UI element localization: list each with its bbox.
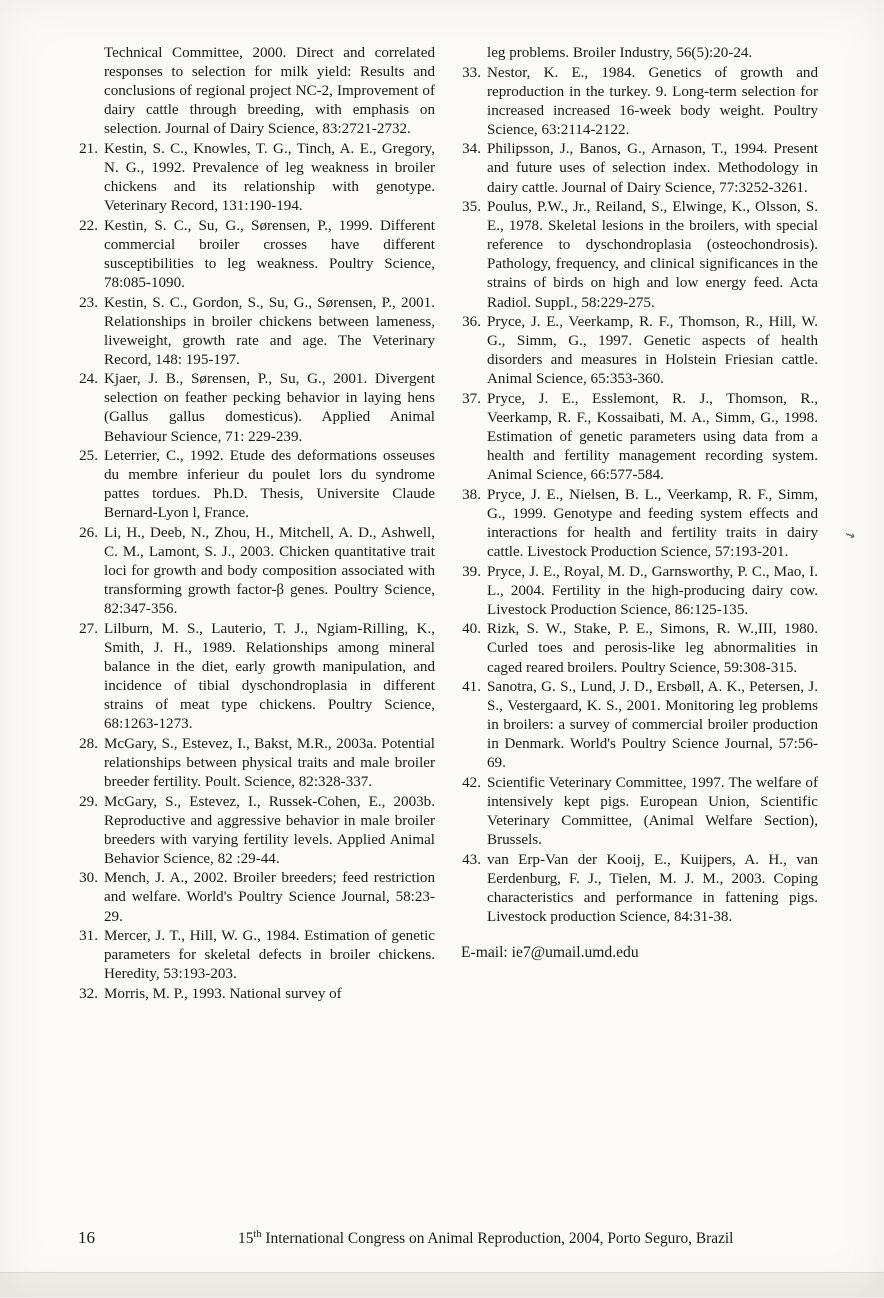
reference-entry [78,869,435,926]
reference-number: 21. [79,140,98,157]
reference-text: Sanotra, G. S., Lund, J. D., Ersbøll, A. K., Petersen, J. S., Vestergaard, K. S., 2001. Monitoring leg problems in broilers: a survey of commercial broiler production in Denmark. World's Poultry Science Journal, 57:56-69. [487,679,818,772]
reference-number: 30. [79,870,98,887]
reference-text: Mercer, J. T., Hill, W. G., 1984. Estimation of genetic parameters for skeletal defects in broiler chickens. Heredity, 53:193-203. [104,928,435,983]
reference-text: Pryce, J. E., Nielsen, B. L., Veerkamp, R. F., Simm, G., 1999. Genotype and feeding system effects and interactions for health and fertility traits in dairy cattle. Livestock Production Science, 57:193-201. [487,486,818,561]
reference-number: 33. [462,64,481,81]
reference-text: Leterrier, C., 1992. Etude des deformations osseuses du membre inferieur du poulet lors du syndrome pattes tordues. Ph.D. Thesis, Universite Claude Bernard-Lyon l, France. [104,448,435,522]
reference-text: Pryce, J. E., Royal, M. D., Garnsworthy, P. C., Mao, I. L., 2004. Fertility in the high-producing dairy cow. Livestock Production Science, 86:125-135. [487,563,818,618]
continued-reference-right: leg problems. Broiler Industry, 56(5):20-24. [487,45,753,61]
footer-text-after: International Congress on Animal Reproduction, 2004, Porto Seguro, Brazil [261,1230,734,1247]
footer-ordinal-suffix: th [253,1228,262,1240]
reference-entry [78,217,435,293]
reference-entry [78,985,435,1004]
reference-number: 28. [79,735,98,752]
reference-number: 38. [462,486,481,503]
reference-number: 34. [462,141,481,158]
reference-number: 24. [79,371,98,388]
reference-number: 32. [79,985,98,1002]
reference-text: Pryce, J. E., Veerkamp, R. F., Thomson, R., Hill, W. G., Simm, G., 1997. Genetic aspects of health disorders and measures in Holstein Friesian cattle. Animal Science, 65:353-360. [487,314,818,388]
reference-number: 36. [462,314,481,331]
scan-edge-band [0,1272,884,1298]
reference-number: 42. [462,774,481,791]
reference-text: Poulus, P.W., Jr., Reiland, S., Elwinge, K., Olsson, S. E., 1978. Skeletal lesions in the broilers, with special reference to dyschondroplasia (osteochondrosis). Pathology, frequency, and clinical significances in the strains of birds on high and low energy feed. Acta Radiol. Suppl., 58:229-275. [487,199,818,311]
reference-number: 43. [462,851,481,868]
reference-text: Rizk, S. W., Stake, P. E., Simons, R. W.,III, 1980. Curled toes and perosis-like leg abnormalities in caged reared broilers. Poultry Science, 59:308-315. [487,621,818,676]
reference-entry [78,524,435,619]
reference-entry [461,390,818,485]
contact-email: E-mail: ie7@umail.umd.edu [461,944,639,962]
reference-entry [461,198,818,312]
reference-text: Lilburn, M. S., Lauterio, T. J., Ngiam-Rilling, K., Smith, J. H., 1989. Relationships among mineral balance in the diet, early growth manipulation, and incidence of tibial dyschondroplasia in different strains of meat type chickens. Poultry Science, 68:1263-1273. [104,620,435,733]
reference-text: Scientific Veterinary Committee, 1997. The welfare of intensively kept pigs. European Union, Scientific Veterinary Committee, (Animal Welfare Section), Brussels. [487,774,818,849]
reference-number: 41. [462,679,481,696]
reference-text: Kestin, S. C., Su, G., Sørensen, P., 1999. Different commercial broiler crosses have different susceptibilities to leg weakness. Poultry Science, 78:085-1090. [104,217,435,291]
reference-text: Philipsson, J., Banos, G., Arnason, T., 1994. Present and future uses of selection index. Methodology in dairy cattle. Journal of Dairy Science, 77:3252-3261. [487,141,818,196]
reference-number: 31. [79,928,98,945]
reference-number: 26. [79,524,98,541]
reference-text: Kjaer, J. B., Sørensen, P., Su, G., 2001. Divergent selection on feather pecking behavior in laying hens (Gallus gallus domesticus). Applied Animal Behaviour Science, 71: 229-239. [104,371,435,445]
reference-entry [78,620,435,734]
reference-number: 25. [79,448,98,465]
reference-number: 40. [462,621,481,638]
reference-number: 37. [462,390,481,407]
reference-text: Pryce, J. E., Esslemont, R. J., Thomson, R., Veerkamp, R. F., Kossaibati, M. A., Simm, G., 1998. Estimation of genetic parameters using data from a health and fertility management recording system. Animal Science, 66:577-584. [487,390,818,484]
reference-entry [461,563,818,620]
reference-text: Nestor, K. E., 1984. Genetics of growth and reproduction in the turkey. 9. Long-term selection for increased increased 16-week body weight. Poultry Science, 63:2114-2122. [487,64,818,138]
reference-entry [461,64,818,140]
reference-entry [78,735,435,792]
reference-text: Kestin, S. C., Knowles, T. G., Tinch, A. E., Gregory, N. G., 1992. Prevalence of leg weakness in broiler chickens and its relationship with genotype. Veterinary Record, 131:190-194. [104,140,435,215]
reference-entry [461,486,818,562]
reference-entry [78,447,435,523]
reference-number: 23. [79,294,98,311]
reference-text: McGary, S., Estevez, I., Bakst, M.R., 2003a. Potential relationships between physical traits and male broiler breeder fertility. Poult. Science, 82:328-337. [104,735,435,790]
reference-number: 39. [462,563,481,580]
reference-number: 22. [79,217,98,234]
footer-conference-text [168,1230,818,1248]
reference-number: 35. [462,199,481,216]
reference-entry [461,678,818,773]
right-column [461,44,818,963]
two-column-body [78,44,818,1004]
reference-entry [78,140,435,216]
reference-text: Mench, J. A., 2002. Broiler breeders; feed restriction and welfare. World's Poultry Science Journal, 58:23-29. [104,870,435,925]
reference-entry [461,313,818,389]
stray-ink-mark: ⇝ [843,526,858,544]
reference-text: McGary, S., Estevez, I., Russek-Cohen, E., 2003b. Reproductive and aggressive behavior in male broiler breeders with varying fertility levels. Applied Animal Behavior Science, 82 :29-44. [104,793,435,867]
reference-entry [78,294,435,370]
reference-number: 27. [79,620,98,637]
page-footer [78,1228,818,1248]
reference-entry [78,793,435,869]
reference-entry [461,140,818,197]
reference-number: 29. [79,793,98,810]
reference-text: Kestin, S. C., Gordon, S., Su, G., Sørensen, P., 2001. Relationships in broiler chickens between lameness, liveweight, growth rate and age. The Veterinary Record, 148: 195-197. [104,294,435,368]
reference-text: Morris, M. P., 1993. National survey of [104,985,342,1002]
reference-entry [78,370,435,446]
continued-reference-left: Technical Committee, 2000. Direct and correlated responses to selection for milk yield: Results and conclusions of regional project NC-2, Improvement of dairy cattle through breeding, with emphasis on selection. Journal of Dairy Science, 83:2721-2732. [104,45,435,138]
page-number: 16 [78,1228,95,1247]
left-column [78,44,435,1004]
reference-entry [78,927,435,984]
reference-entry [461,774,818,850]
reference-entry [461,851,818,927]
reference-entry [461,620,818,677]
footer-text-before: 15 [238,1230,254,1247]
reference-text: Li, H., Deeb, N., Zhou, H., Mitchell, A. D., Ashwell, C. M., Lamont, S. J., 2003. Chicken quantitative trait loci for growth and body composition associated with transforming growth factor-β genes. Poultry Science, 82:347-356. [104,524,435,618]
reference-text: van Erp-Van der Kooij, E., Kuijpers, A. H., van Eerdenburg, F. J., Tielen, M. J. M., 2003. Coping characteristics and performance in fattening pigs. Livestock production Science, 84:31-38. [487,851,818,926]
